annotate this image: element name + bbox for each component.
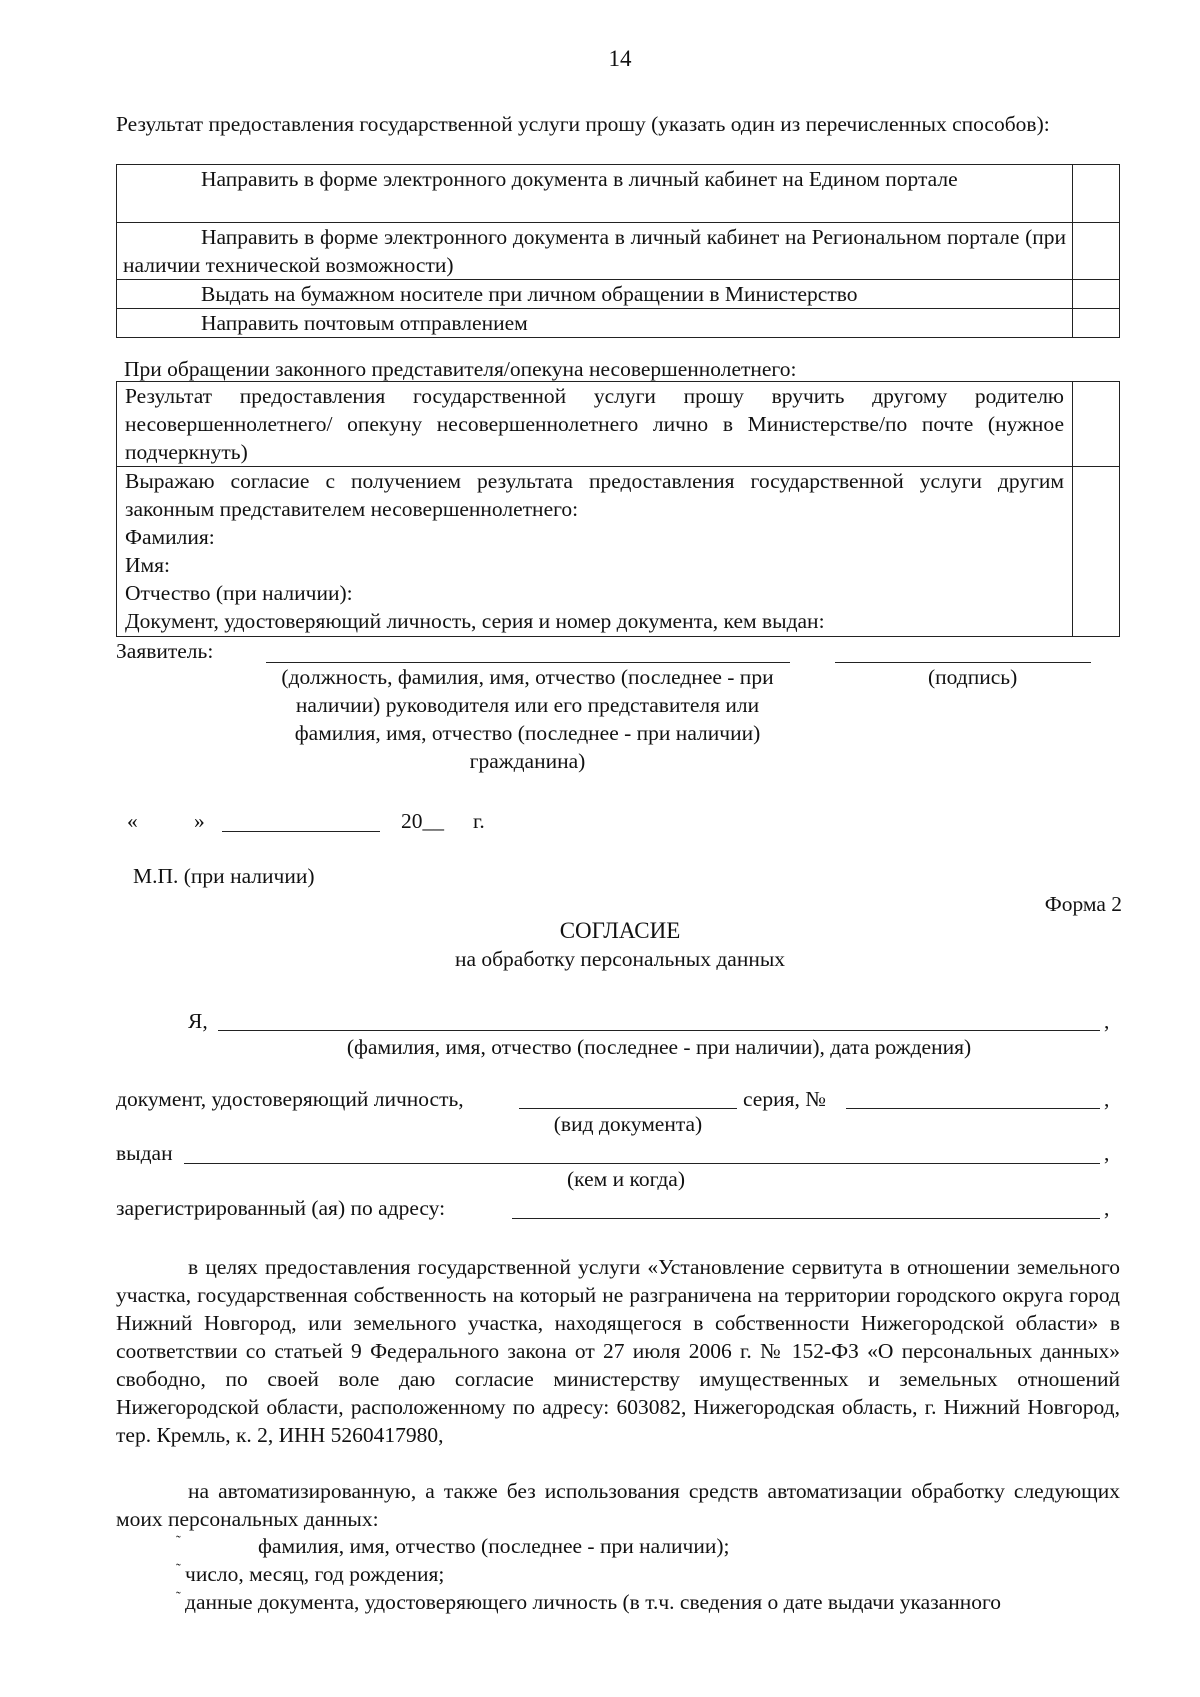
delivery-option-row xyxy=(117,309,1120,338)
date-open-quote: « xyxy=(127,809,138,833)
doc-type-caption: (вид документа) xyxy=(553,1112,703,1136)
series-comma: , xyxy=(1104,1087,1110,1111)
issued-caption: (кем и когда) xyxy=(567,1167,685,1191)
list-bullet-icon: ˜ xyxy=(176,1562,181,1577)
issued-comma: , xyxy=(1104,1141,1110,1165)
address-comma: , xyxy=(1104,1196,1110,1220)
date-year-suffix: г. xyxy=(473,809,485,833)
date-close-quote: » xyxy=(194,809,205,833)
representative-heading: При обращении законного представителя/опекуна несовершеннолетнего: xyxy=(124,357,797,381)
delivery-option-label: Направить в форме электронного документа в личный кабинет на Едином портале xyxy=(117,165,1073,223)
issued-label: выдан xyxy=(116,1141,173,1165)
delivery-option-label: Направить в форме электронного документа в личный кабинет на Региональном портале (при наличии технической возможности) xyxy=(117,223,1073,280)
full-name-caption: (фамилия, имя, отчество (последнее - при наличии), дата рождения) xyxy=(346,1035,972,1059)
applicant-label: Заявитель: xyxy=(116,639,214,663)
date-year: 20__ xyxy=(401,809,444,833)
address-line[interactable] xyxy=(512,1218,1100,1219)
list-bullet-icon: ˜ xyxy=(176,1534,181,1549)
doc-type-line[interactable] xyxy=(519,1108,737,1109)
list-item: данные документа, удостоверяющего личность (в т.ч. сведения о дате выдачи указанного xyxy=(185,1590,1002,1614)
representative-row xyxy=(117,467,1120,637)
delivery-option-row xyxy=(117,165,1120,223)
representative-patronymic-label: Отчество (при наличии): xyxy=(125,581,353,605)
list-bullet-icon: ˜ xyxy=(176,1590,181,1605)
representative-handover-checkbox[interactable] xyxy=(1073,382,1120,467)
applicant-signature-caption: (подпись) xyxy=(928,665,1018,689)
stamp-label: М.П. (при наличии) xyxy=(133,864,315,888)
delivery-options-table xyxy=(116,164,1120,338)
doc-label: документ, удостоверяющий личность, xyxy=(116,1087,464,1111)
representative-name-label: Имя: xyxy=(125,553,170,577)
delivery-option-row xyxy=(117,280,1120,309)
delivery-option-checkbox[interactable] xyxy=(1073,309,1120,338)
consent-paragraph-purpose: в целях предоставления государственной услуги «Установление сервитута в отношении земельного участка, государственная собственность на который не разграничена на территории городского округа город Нижний Новгород, или земельного участка, находящегося в собственности Нижегородской области» в соответствии со статьей 9 Федерального закона от 27 июля 2006 г. № 152-ФЗ «О персональных данных» свободно, по своей воле даю согласие министерству имущественных и земельных отношений Нижегородской области, расположенному по адресу: 603082, Нижегородская область, г. Нижний Новгород, тер. Кремль, к. 2, ИНН 5260417980, xyxy=(116,1255,1120,1447)
list-item: фамилия, имя, отчество (последнее - при наличии); xyxy=(258,1534,730,1558)
consent-subtitle: на обработку персональных данных xyxy=(454,947,786,971)
page-number: 14 xyxy=(608,46,632,71)
intro-text: Результат предоставления государственной услуги прошу (указать один из перечисленных способов): xyxy=(116,112,1050,136)
applicant-position-caption: (должность, фамилия, имя, отчество (последнее - при наличии) руководителя или его представителя или фамилия, имя, отчество (последнее - при наличии) гражданина) xyxy=(281,665,774,773)
list-item: число, месяц, год рождения; xyxy=(185,1562,445,1586)
full-name-line[interactable] xyxy=(218,1030,1100,1031)
date-month-line[interactable] xyxy=(222,831,380,832)
series-label: серия, № xyxy=(743,1087,826,1111)
consent-i-label: Я, xyxy=(188,1009,208,1033)
delivery-option-row xyxy=(117,223,1120,280)
representative-consent-checkbox[interactable] xyxy=(1073,467,1120,637)
representative-row xyxy=(117,382,1120,467)
representative-handover-text: Результат предоставления государственной услуги прошу вручить другому родителю несовершеннолетнего/ опекуну несовершеннолетнего лично в Министерстве/по почте (нужное подчеркнуть) xyxy=(117,382,1073,467)
delivery-option-label: Выдать на бумажном носителе при личном обращении в Министерство xyxy=(117,280,1073,309)
representative-surname-label: Фамилия: xyxy=(125,525,215,549)
series-number-line[interactable] xyxy=(846,1108,1100,1109)
representative-consent-cell xyxy=(117,467,1073,637)
form-label: Форма 2 xyxy=(1044,892,1122,916)
delivery-option-checkbox[interactable] xyxy=(1073,280,1120,309)
delivery-option-label: Направить почтовым отправлением xyxy=(117,309,1073,338)
consent-paragraph-processing: на автоматизированную, а также без использования средств автоматизации обработку следующих моих персональных данных: xyxy=(116,1479,1120,1531)
delivery-option-checkbox[interactable] xyxy=(1073,165,1120,223)
delivery-option-checkbox[interactable] xyxy=(1073,223,1120,280)
consent-title: СОГЛАСИЕ xyxy=(559,918,681,943)
representative-table xyxy=(116,381,1120,637)
representative-consent-text: Выражаю согласие с получением результата предоставления государственной услуги другим законным представителем несовершеннолетнего: xyxy=(125,469,1064,521)
full-name-comma: , xyxy=(1104,1009,1110,1033)
address-label: зарегистрированный (ая) по адресу: xyxy=(116,1196,446,1220)
issued-line[interactable] xyxy=(184,1163,1100,1164)
representative-document-label: Документ, удостоверяющий личность, серия и номер документа, кем выдан: xyxy=(125,609,825,633)
